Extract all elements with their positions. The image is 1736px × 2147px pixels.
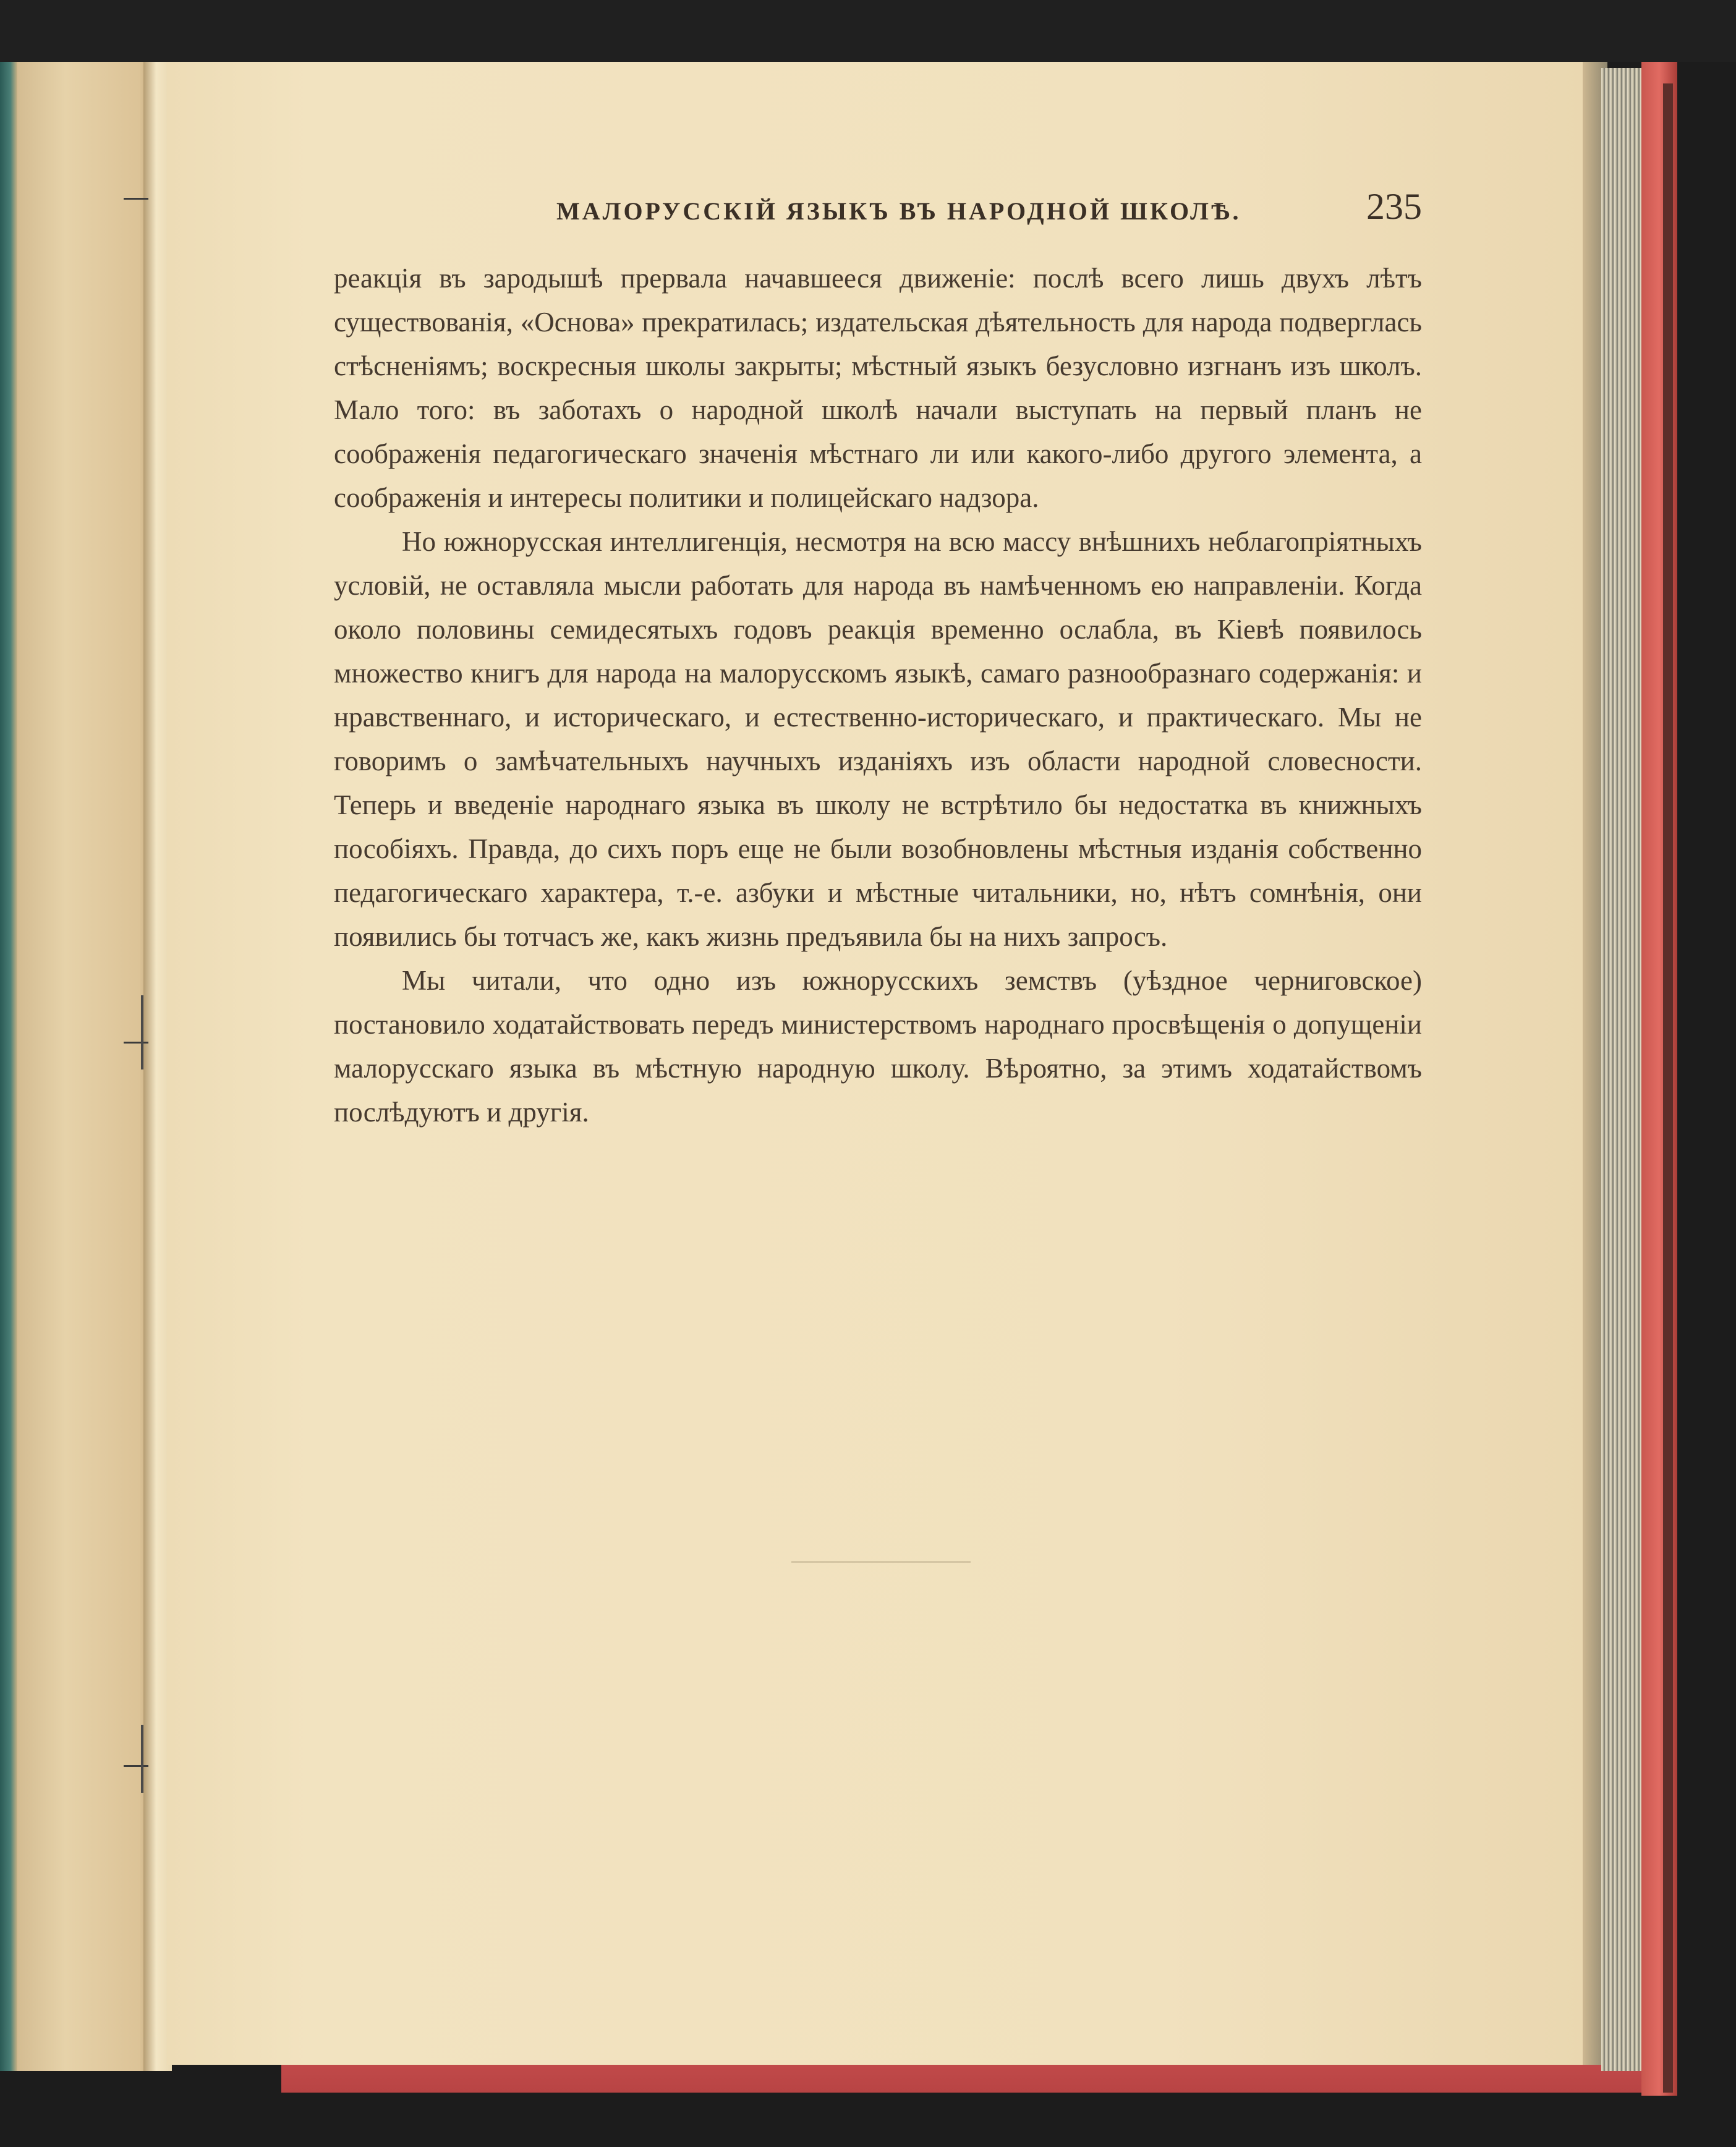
background-top — [0, 0, 1736, 62]
paragraph: реакція въ зародышѣ прервала начавшееся движеніе: послѣ всего лишь двухъ лѣтъ существованія, «Основа» прекратилась; издательская дѣятельность для народа подверглась стѣсненіямъ; воскресныя школы закрыты; мѣстный языкъ безусловно изгнанъ изъ школъ. Мало того: въ заботахъ о народной школѣ начали выступать на первый планъ не соображенія педагогическаго значенія мѣстнаго ли или какого-либо другого элемента, а соображенія и интересы политики и полицейскаго надзора. — [334, 263, 1422, 513]
stitch-mark — [124, 1042, 148, 1044]
left-page-edge — [0, 62, 17, 2071]
stitch-mark — [124, 1765, 148, 1767]
cover-spine-shadow — [1663, 83, 1673, 2093]
left-page — [0, 62, 164, 2071]
page-number: 235 — [1366, 186, 1422, 227]
binding-thread — [141, 1725, 143, 1793]
bleed-through-rule — [791, 1561, 971, 1563]
binding-thread — [141, 995, 143, 1069]
page-header — [334, 185, 1422, 235]
stitch-mark — [124, 198, 148, 200]
paragraph: Но южнорусская интеллигенція, несмотря на всю массу внѣшнихъ неблагопріятныхъ условій, не оставляла мысли работать для народа въ намѣченномъ ею направленіи. Когда около половины семидесятыхъ годовъ реакція временно ослабла, въ Кіевѣ появилось множество книгъ для народа на малорусскомъ языкѣ, самаго разнообразнаго содержанія: и нравственнаго, и историческаго, и естественно-историческаго, и практическаго. Мы не говоримъ о замѣчательныхъ научныхъ изданіяхъ изъ области народной словесности. Теперь и введеніе народнаго языка въ школу не встрѣтило бы недостатка въ книжныхъ пособіяхъ. Правда, до сихъ поръ еще не были возобновлены мѣстныя изданія собственно педагогическаго характера, т.-е. азбуки и мѣстные читальники, но, нѣтъ сомнѣнія, они появились бы тотчасъ же, какъ жизнь предъявила бы на нихъ запросъ. — [334, 526, 1422, 952]
running-title: МАЛОРУССКІЙ ЯЗЫКЪ ВЪ НАРОДНОЙ ШКОЛѢ. — [556, 197, 1241, 225]
paragraph: Мы читали, что одно изъ южнорусскихъ земствъ (уѣздное черниговское) постановило ходатайствовать передъ министерствомъ народнаго просвѣщенія о допущеніи малорусскаго языка въ мѣстную народную школу. Вѣроятно, за этимъ ходатайствомъ послѣдуютъ и другія. — [334, 965, 1422, 1128]
page-stack — [1601, 68, 1645, 2071]
body-text — [334, 257, 1422, 1134]
